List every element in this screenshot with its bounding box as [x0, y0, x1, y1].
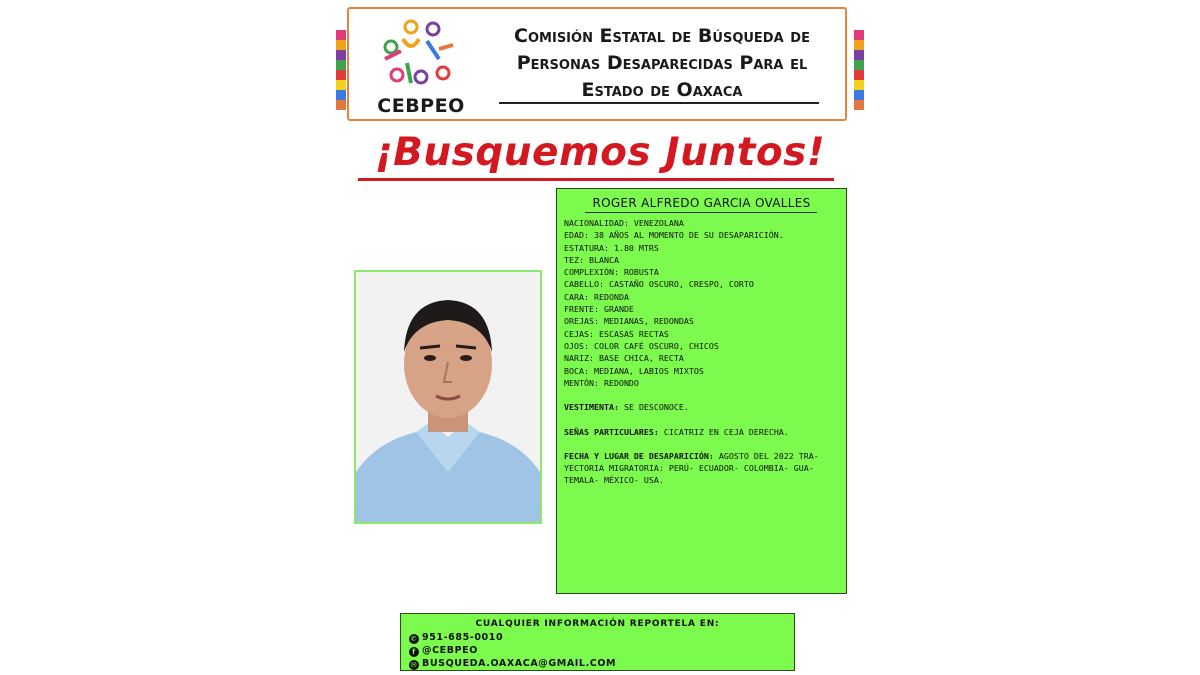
attribute-forehead: FRENTE: GRANDE	[564, 304, 634, 315]
org-name-line-2: Personas Desaparecidas Para el	[516, 52, 808, 74]
name-underline	[585, 212, 817, 213]
decorative-stripes-left	[336, 30, 346, 110]
contact-email[interactable]	[409, 658, 616, 670]
cebpeo-logo	[371, 17, 471, 117]
org-name-underline	[499, 102, 819, 104]
person-name: ROGER ALFREDO GARCIA OVALLES	[592, 196, 811, 210]
disappearance-section	[564, 450, 840, 486]
facebook-handle: @CEBPEO	[422, 645, 478, 656]
attribute-mouth: BOCA: MEDIANA, LABIOS MIXTOS	[564, 365, 704, 376]
attribute-face: CARA: REDONDA	[564, 291, 629, 302]
header-banner	[347, 7, 847, 121]
attribute-build: COMPLEXIÓN: ROBUSTA	[564, 267, 659, 278]
clothing-value: SE DESCONOCE.	[623, 402, 689, 412]
slogan-underline	[358, 178, 834, 181]
clothing-label: VESTIMENTA:	[564, 402, 619, 412]
contact-phone[interactable]	[409, 632, 503, 644]
marks-label: SEÑAS PARTICULARES:	[564, 427, 659, 437]
person-portrait-image	[356, 272, 540, 522]
missing-person-photo	[354, 270, 542, 524]
person-info-card	[556, 188, 847, 594]
footer-title: CUALQUIER INFORMACIÓN REPORTELA EN:	[475, 619, 720, 629]
people-circle-icon	[377, 19, 463, 93]
org-name-line-3: Estado de Oaxaca	[581, 79, 743, 101]
whatsapp-icon: ✆	[410, 635, 418, 643]
clothing-section	[564, 401, 840, 413]
attribute-age: EDAD: 38 AÑOS AL MOMENTO DE SU DESAPARICIÓN.	[564, 230, 784, 241]
attribute-eyes: OJOS: COLOR CAFÉ OSCURO, CHICOS	[564, 340, 719, 351]
logo-text: CEBPEO	[377, 95, 465, 117]
marks-value: CICATRIZ EN CEJA DERECHA.	[663, 427, 789, 437]
attribute-height: ESTATURA: 1.80 MTRS	[564, 242, 659, 253]
contact-footer	[400, 613, 795, 671]
physical-attributes-list	[564, 217, 844, 389]
org-name-line-1: Comisión Estatal de Búsqueda de	[514, 25, 810, 47]
facebook-icon: f	[409, 647, 419, 657]
slogan: ¡Busquemos Juntos!	[374, 130, 826, 175]
contact-facebook[interactable]	[409, 645, 478, 657]
organization-name	[477, 23, 847, 104]
disappearance-value: AGOSTO DEL 2022 TRA-YECTORIA MIGRATORIA: PERÚ- ECUADOR- COLOMBIA- GUA-TEMALA- MÉXICO- USA.	[564, 451, 819, 485]
email-address: BUSQUEDA.OAXACA@GMAIL.COM	[422, 658, 617, 669]
disappearance-label: FECHA Y LUGAR DE DESAPARICIÓN:	[564, 451, 714, 461]
attribute-nose: NARIZ: BASE CHICA, RECTA	[564, 353, 684, 364]
attribute-eyebrows: CEJAS: ESCASAS RECTAS	[564, 328, 669, 339]
attribute-chin: MENTÓN: REDONDO	[564, 377, 639, 388]
attribute-complexion-tone: TEZ: BLANCA	[564, 254, 619, 265]
marks-section	[564, 426, 840, 438]
attribute-hair: CABELLO: CASTAÑO OSCURO, CRESPO, CORTO	[564, 279, 754, 290]
attribute-nationality: NACIONALIDAD: VENEZOLANA	[564, 218, 684, 228]
decorative-stripes-right	[854, 30, 864, 110]
email-icon: ✉	[410, 661, 418, 669]
phone-number: 951-685-0010	[422, 632, 504, 643]
attribute-ears: OREJAS: MEDIANAS, REDONDAS	[564, 316, 694, 327]
